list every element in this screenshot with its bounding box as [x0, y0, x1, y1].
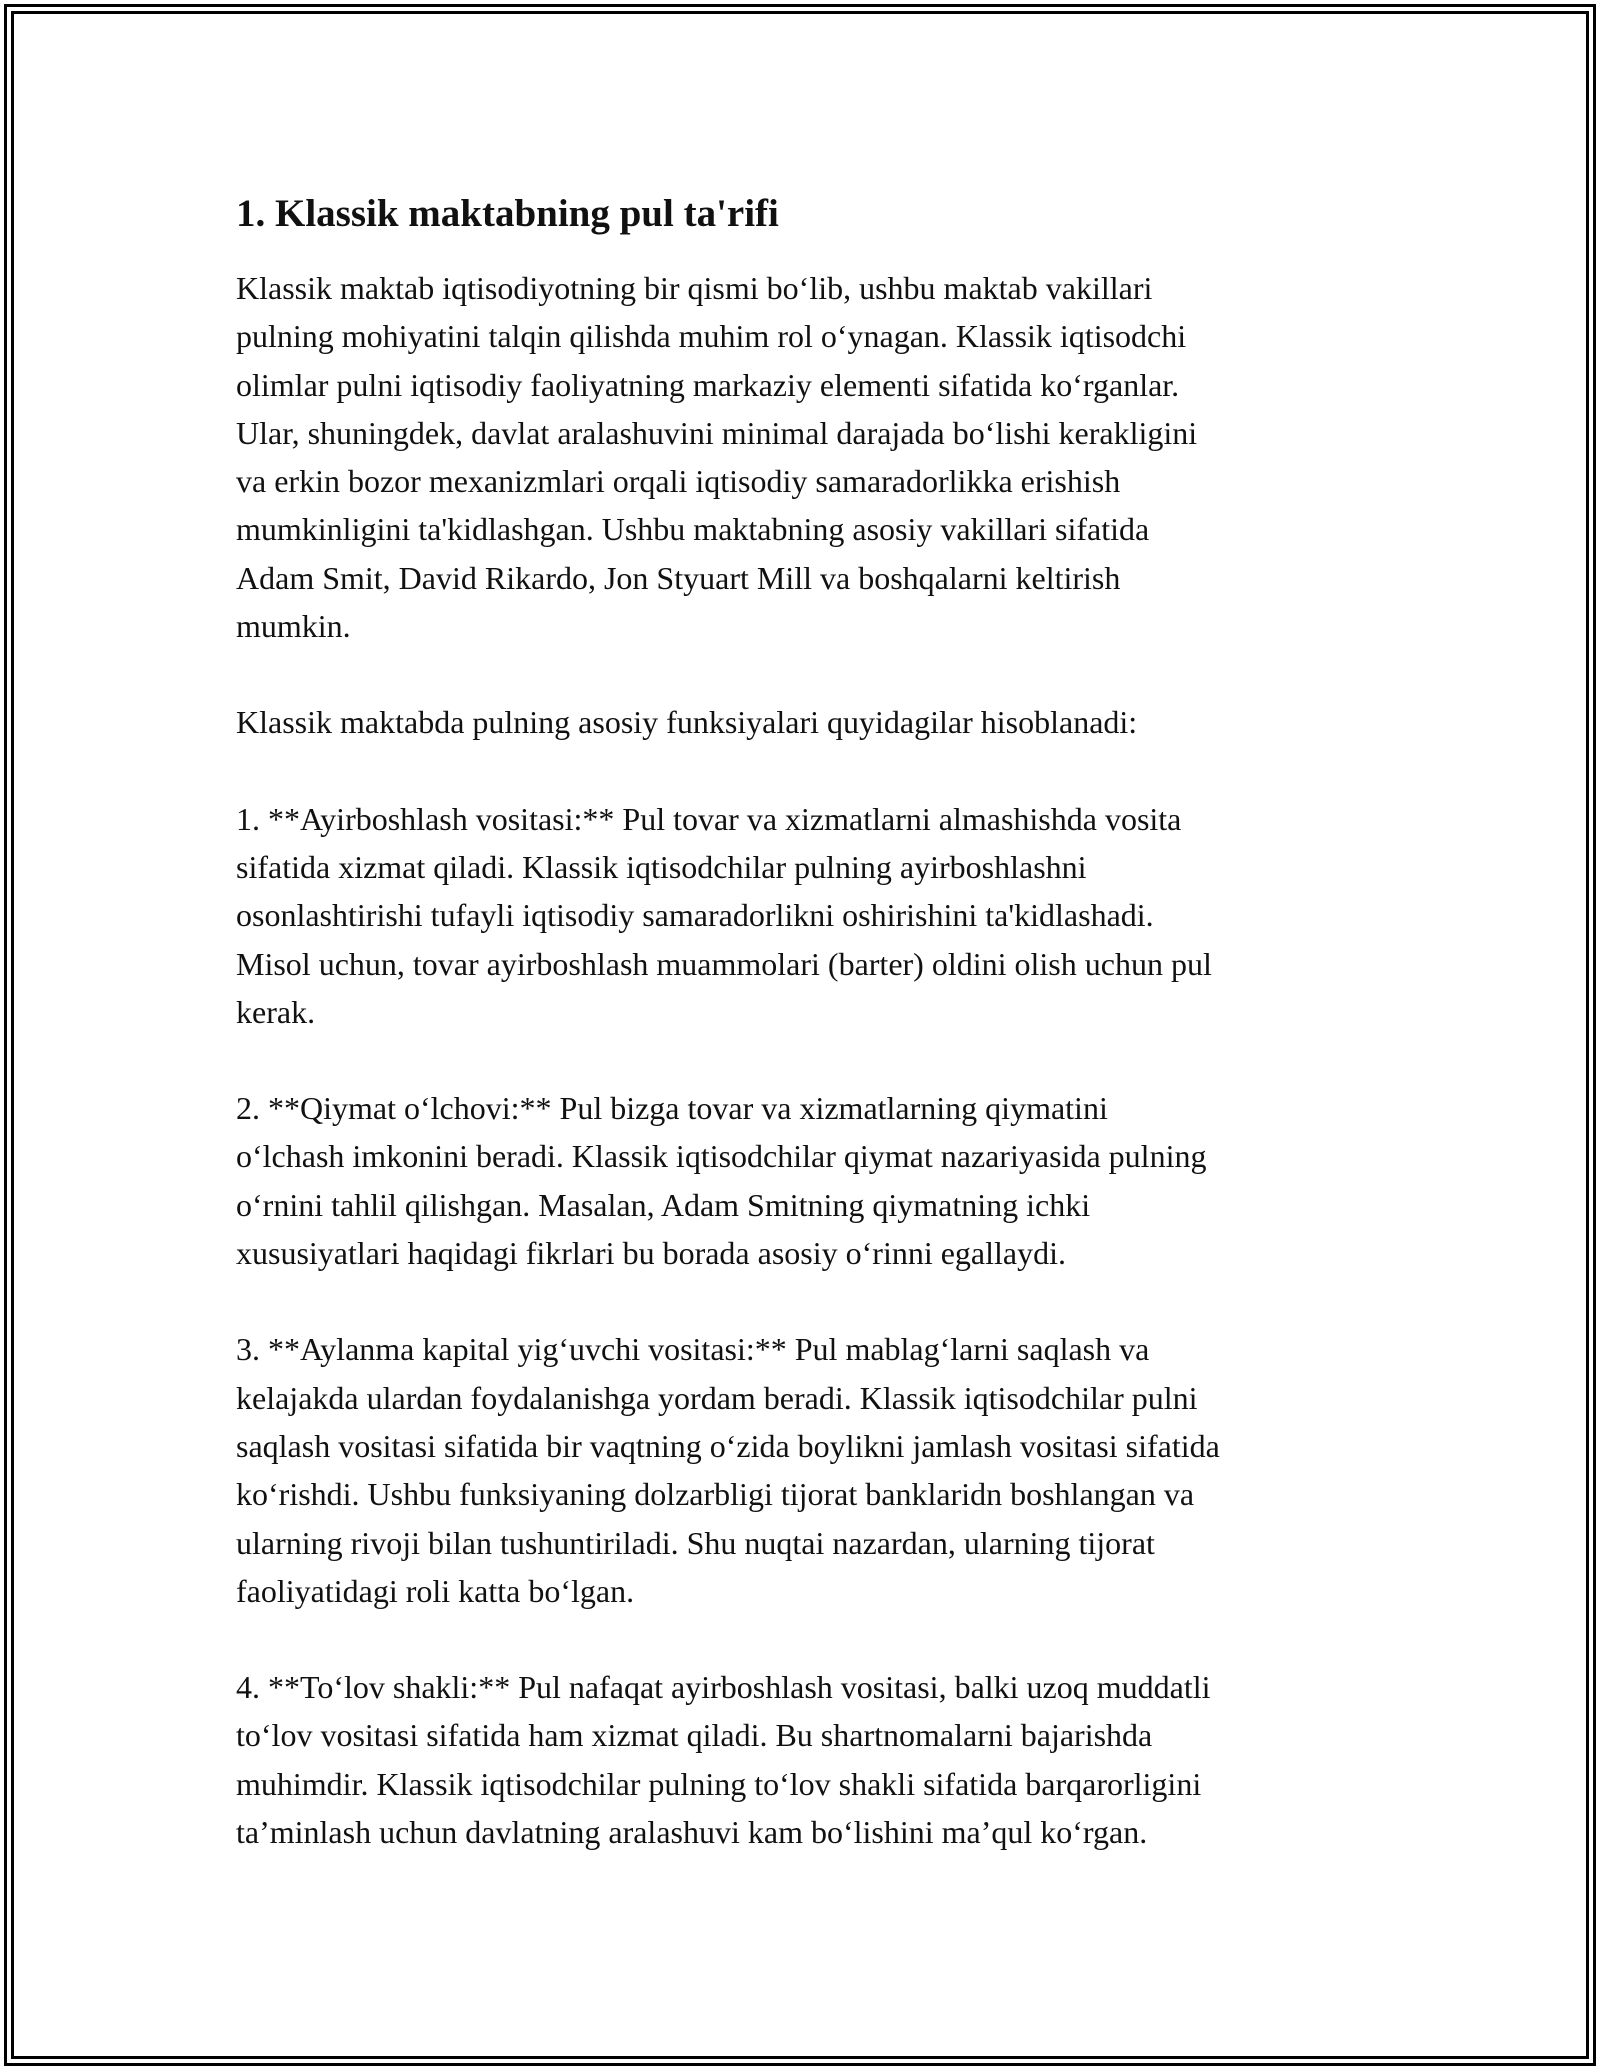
section-heading: 1. Klassik maktabning pul ta'rifi	[236, 192, 779, 235]
document-body	[236, 186, 1386, 1856]
function-item-store-of-value: 3. **Aylanma kapital yig‘uvchi vositasi:** Pul mablag‘larni saqlash va kelajakda ulardan foydalanishga yordam beradi. Klassik iqtisodchilar pulni saqlash vositasi sifatida bir vaqtning o‘zida boylikni jamlash vositasi sifatida ko‘rishdi. Ushbu funksiyaning dolzarbligi tijorat banklaridn boshlangan va ularning rivoji bilan tushuntiriladi. Shu nuqtai nazardan, ularning tijorat faoliyatidagi roli katta bo‘lgan.	[236, 1331, 1220, 1609]
function-item-exchange: 1. **Ayirboshlash vositasi:** Pul tovar va xizmatlarni almashishda vosita sifatida xizmat qiladi. Klassik iqtisodchilar pulning ayirboshlashni osonlashtirishi tufayli iqtisodiy samaradorlikni oshirishini ta'kidlashadi. Misol uchun, tovar ayirboshlash muammolari (barter) oldini olish uchun pul kerak.	[236, 800, 1212, 1030]
functions-intro-paragraph: Klassik maktabda pulning asosiy funksiyalari quyidagilar hisoblanadi:	[236, 704, 1138, 741]
function-item-measure-of-value: 2. **Qiymat o‘lchovi:** Pul bizga tovar va xizmatlarning qiymatini o‘lchash imkonini beradi. Klassik iqtisodchilar qiymat nazariyasida pulning o‘rnini tahlil qilishgan. Masalan, Adam Smitning qiymatning ichki xususiyatlari haqidagi fikrlari bu borada asosiy o‘rinni egallaydi.	[236, 1090, 1207, 1272]
intro-paragraph: Klassik maktab iqtisodiyotning bir qismi bo‘lib, ushbu maktab vakillari pulning mohiyatini talqin qilishda muhim rol o‘ynagan. Klassik iqtisodchi olimlar pulni iqtisodiy faoliyatning markaziy elementi sifatida ko‘rganlar. Ular, shuningdek, davlat aralashuvini minimal darajada bo‘lishi kerakligini va erkin bozor mexanizmlari orqali iqtisodiy samaradorlikka erishish mumkinligini ta'kidlashgan. Ushbu maktabning asosiy vakillari sifatida Adam Smit, David Rikardo, Jon Styuart Mill va boshqalarni keltirish mumkin.	[236, 270, 1198, 645]
function-item-payment: 4. **To‘lov shakli:** Pul nafaqat ayirboshlash vositasi, balki uzoq muddatli to‘lov vositasi sifatida ham xizmat qiladi. Bu shartnomalarni bajarishda muhimdir. Klassik iqtisodchilar pulning to‘lov shakli sifatida barqarorligini ta’minlash uchun davlatning aralashuvi kam bo‘lishini ma’qul ko‘rgan.	[236, 1669, 1211, 1851]
